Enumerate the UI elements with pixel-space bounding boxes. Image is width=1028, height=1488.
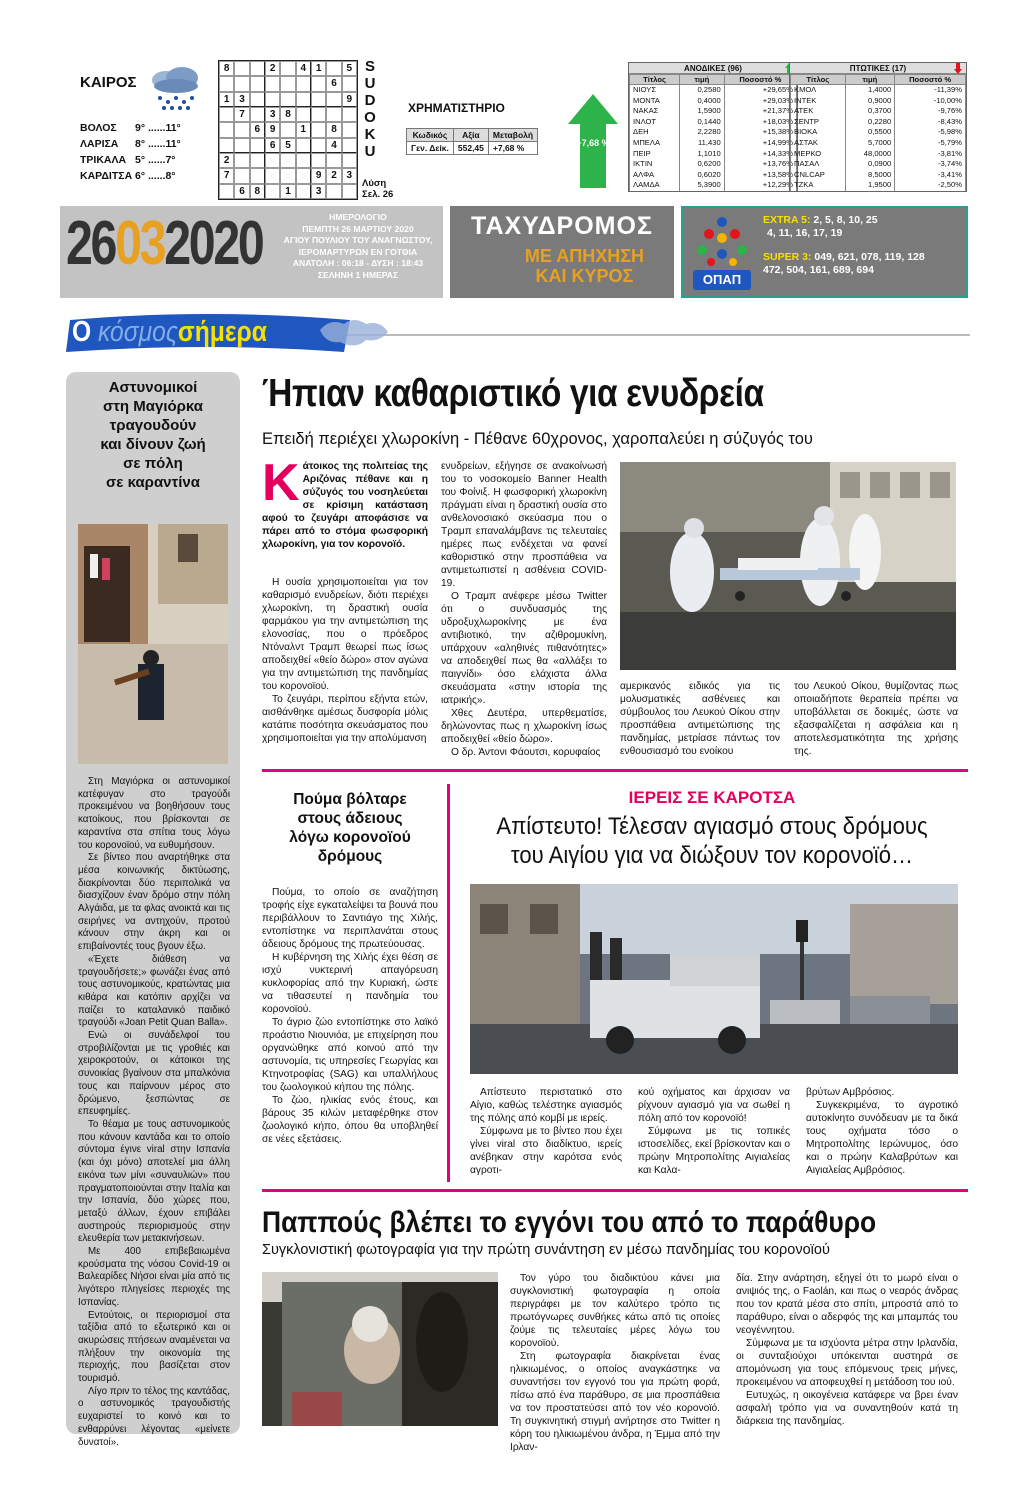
sudoku-cell [219,107,234,122]
sudoku-cell [311,92,326,107]
paragraph: Η ουσία χρησιμοποιείται για τον καθαρισμό ενυδρείων, διότι περιέχει χλωροκίνη, τη δραστική ουσία φαρμάκου για την αντιμετώπιση της ελονοσίας, που ο πρόεδρος Ντόναλντ Τραμπ θεωρεί πως ίσως αποδειχθεί «θείο δώρο» στον αγώνα για την αντιμετώπιση της πανδημίας του κορονοϊού. [262,577,428,692]
newspaper-slogan: ΜΕ ΑΠΗΧΗΣΗ ΚΑΙ ΚΥΡΟΣ [524,246,644,286]
paragraph: Στη Μαγιόρκα οι αστυνομικοί κατέφυγαν στο τραγούδι προκειμένου να βοηθήσουν τους κατοίκους, που βρίσκονται σε καραντίνα στα σπίτια τους λόγω του κορονοϊού, να ευθυμήσουν. [78,776,230,851]
market-change-label: +7,68 % [576,138,610,148]
stock-row: ΝΙΟΥΣ 0,2580 +29,65% [630,85,797,96]
aigio-kicker: ΙΕΡΕΙΣ ΣΕ ΚΑΡΟΤΣΑ [628,788,796,807]
stock-row: ΛΑΜΔΑ 5,3900 +12,29% [630,180,797,191]
sudoku-cell: 1 [311,61,326,76]
paragraph: Συγκεκριμένα, το αγροτικό αυτοκίνητο συνόδευαν με τα δικά τους οχήματα τόσο ο Μητροπολίτης Ιερώνυμος, όσο και ο πρώην Καλαβρύτων και Αιγιαλείας Αμβρόσιος. [806,1100,958,1176]
paragraph: Ενώ οι συνάδελφοί του στροβιλίζονται με τις γροθιές και χειροκροτούν, οι κάτοικοι της συνοικίας βγαίνουν στα μπαλκόνια τους και παίρνουν μέρος στο δρώμενο, ξεσπώντας σε επευφημίες. [78,1030,230,1118]
aigio-column-2 [638,1086,790,1177]
sudoku-cell [234,122,249,137]
paragraph: δία. Στην ανάρτηση, εξηγεί ότι το μωρό είναι ο ανιψιός της, ο Faolán, και πως ο νεαρός άνδρας που τον κρατά μέσα στο σπίτι, μπροστά από το παράθυρο, είναι ο αδερφός της και μπαμπάς του νεογέννητου. [736,1273,958,1336]
sudoku-cell [326,61,341,76]
sudoku-cell [280,76,295,91]
stock-row: ΠΕΙΡ 1,1010 +14,33% [630,149,797,160]
sudoku-cell [265,184,280,199]
weather-row: ΚΑΡΔΙΤΣΑ 6° ......8° [80,170,176,182]
sudoku-cell [280,122,295,137]
paragraph: βρύτων Αμβρόσιος. [806,1087,895,1098]
main-lead: Κ άτοικος της πολιτείας της Αριζόνας πέθανε και η σύζυγός του νοσηλεύεται σε κρίσιμη κατάσταση αφού το ζευγάρι αποφάσισε να πάρει από το στόμα φωσφορική χλωροκίνη, για τον κορονοϊό. [262,454,428,550]
stock-row: CNLCAP 8,5000 -3,41% [791,170,966,181]
paragraph: κού οχήματος και άρχισαν να ρίχνουν αγιασμό για να σωθεί η πόλη από τον κορονοϊό! [638,1087,790,1124]
column-divider [447,784,450,1182]
paragraph: Το άγριο ζώο εντοπίστηκε στο λαϊκό προάστιο Νιουνιόα, με επιχείρηση που οργανώθηκε από κοινού από την αστυνομία, τις υπηρεσίες Γεωργίας και Κτηνοτροφίας (SAG) και υπαλλήλους του ζωολογικού κήπου της πόλης. [262,1017,438,1093]
sudoku-cell [280,153,295,168]
sudoku-cell: 7 [219,168,234,183]
sudoku-cell [234,76,249,91]
sidebar-body [78,776,230,1449]
sudoku-cell: 8 [326,122,341,137]
sudoku-cell: 9 [311,168,326,183]
sudoku-cell: 5 [280,138,295,153]
section-divider [262,1189,968,1192]
sudoku-cell [326,153,341,168]
sudoku-cell [326,107,341,122]
sudoku-cell: 8 [280,107,295,122]
stock-index-table: Κωδικός Αξία Μεταβολή Γεν. Δείκ. 552,45 +7,68 % [406,128,538,155]
ambulance-stretcher-photo [620,462,956,670]
main-headline: Ήπιαν καθαριστικό για ενυδρεία [262,372,764,415]
sudoku-cell [342,184,357,199]
newspaper-name: ΤΑΧΥΔΡΟΜΟΣ [471,212,653,240]
sudoku-cell [342,153,357,168]
sudoku-title-letter: O [364,109,376,126]
paragraph: Σε βίντεο που αναρτήθηκε στα μέσα κοινωνικής δικτύωσης, διακρίνονται δύο περιπολικά να διασχίζουν έναν δρόμο στην πόλη Αλγάιδα, με τα φλας ανοικτά και τις σειρήνες να αντηχούν, προτού κάνουν στην άκρη και οι επιβαίνοντές τους βγουν έξω. [78,852,230,953]
sudoku-cell: 6 [250,122,265,137]
paragraph: Στη φωτογραφία διακρίνεται ένας ηλικιωμένος, ο οποίος αναγκάστηκε να συναντήσει τον εγγονό του για πρώτη φορά, πίσω από ένα παράθυρο, σε μια προσπάθεια να τον προστατεύσει από τον νέο κορονοϊό. Τη συγκινητική στιγμή ανήρτησε στο Twitter η κόρη του ηλικιωμένου άνδρα, η Έμμα από την Ιρλαν- [510,1351,720,1453]
grandpa-headline: Παππούς βλέπει το εγγόνι του από το παράθυρο [262,1206,877,1239]
paragraph: Χθες Δευτέρα, υπερθεματίσε, δηλώνοντας πως η χλωροκίνη ίσως αποδειχθεί «θείο δώρο». [441,708,607,745]
sudoku-title-letter: D [364,92,376,109]
sudoku-cell [250,107,265,122]
losers-title: ΠΤΩΤΙΚΕΣ (17) [849,64,907,73]
main-column-3 [620,680,780,758]
stock-row: ΑΛΦΑ 0,6020 +13,58% [630,170,797,181]
sudoku-cell [219,122,234,137]
paragraph: Το ζευγάρι, περίπου εξήντα ετών, αισθάνθηκε αμέσως δυσφορία μόλις κατάπιε ποσότητα σκευάσματος που χρησιμοποιείται για την απολύμανση [262,694,428,744]
stock-row: ΒΙΟΚΑ 0,5500 -5,98% [791,127,966,138]
weather-title: ΚΑΙΡΟΣ [80,74,137,91]
sudoku-cell [342,107,357,122]
paragraph: Σύμφωνα με τα ισχύοντα μέτρα στην Ιρλανδία, οι συνταξιούχοι υπόκεινται αυστηρά σε απομόνωση για τους επόμενους τρεις μήνες, προκειμένου να αποφευχθεί η μετάδοση του ιού. [736,1338,958,1388]
sudoku-cell: 5 [342,61,357,76]
date-display: 26032020 [66,209,263,278]
sudoku-cell [234,61,249,76]
paragraph: Σύμφωνα με το βίντεο που έχει γίνει viral στο διαδίκτυο, ιερείς ανέβηκαν στην καρότσα ενός αγροτι- [470,1126,622,1176]
sudoku-cell [296,107,311,122]
main-subheadline: Επειδή περιέχει χλωροκίνη - Πέθανε 60χρονος, χαροπαλεύει η σύζυγός του [262,430,813,448]
date-band [60,206,443,298]
grandpa-subheadline: Συγκλονιστική φωτογραφία για την πρώτη συνάντηση εν μέσω πανδημίας του κορονοϊού [262,1242,830,1258]
opap-logo: ΟΠΑΠ [691,214,753,292]
sudoku-cell [342,122,357,137]
sudoku-cell: 6 [234,184,249,199]
drop-cap: Κ [262,454,300,512]
paragraph: Τον γύρο του διαδικτύου κάνει μια συγκλονιστική φωτογραφία η οποία περιγράφει με τον καλύτερο τρόπο τις πρωτόγνωρες συνθήκες κάτω από τις οποίες ζούμε τις τελευταίες μέρες λόγω του κορονοϊού. [510,1273,720,1349]
grandpa-window-photo [262,1272,498,1426]
paragraph: Το ζώο, ηλικίας ενός έτους, και βάρους 35 κιλών μεταφέρθηκε στον ζωολογικό κήπο, όπου θα υποβληθεί σε νέες εξετάσεις. [262,1095,438,1145]
lottery-results: ΟΠΑΠ EXTRA 5: 2, 5, 8, 10, 25 4, 11, 16, 17, 19 SUPER 3: 049, 621, 078, 119, 128 472, 504, 161, 689, 694 [681,206,968,298]
section-title: Ο κόσμοςσήμερα [72,316,267,348]
sudoku-cell [234,153,249,168]
sudoku-cell: 1 [280,184,295,199]
sudoku-cell [311,153,326,168]
sudoku-cell [342,138,357,153]
police-singing-photo [78,524,228,764]
market-up-arrow-icon [568,94,618,188]
sudoku-cell: 9 [265,122,280,137]
sudoku-cell: 2 [219,153,234,168]
stock-title: ΧΡΗΜΑΤΙΣΤΗΡΙΟ [408,101,505,115]
sudoku-cell [265,76,280,91]
stock-row: ΙΝΤΕΚ 0,9000 -10,00% [791,96,966,107]
sudoku-cell [296,92,311,107]
paragraph: Ευτυχώς, η οικογένεια κατάφερε να βρει έναν ασφαλή τρόπο για να συναντηθούν κατά τη διάρκεια της πανδημίας. [736,1390,958,1427]
sudoku-cell [234,138,249,153]
weather-row: ΛΑΡΙΣΑ 8° ......11° [80,138,181,150]
section-banner [60,312,968,356]
aigio-headline: Απίστευτο! Τέλεσαν αγιασμό στους δρόμους του Αιγίου για να διώξουν τον κορονοϊό… [496,813,928,869]
sudoku-cell: 9 [342,92,357,107]
stock-row: ΠΑΣΑΛ 0,0900 -3,74% [791,159,966,170]
sudoku-cell [265,153,280,168]
sudoku-cell [219,138,234,153]
sudoku-cell [250,153,265,168]
down-arrow-icon [954,63,962,74]
sudoku-cell: 6 [265,138,280,153]
paragraph: Σύμφωνα με τις τοπικές ιστοσελίδες, εκεί βρίσκονταν και ο πρώην Μητροπολίτης Αιγιαλείας και Καλα- [638,1126,790,1176]
stock-row: ΚΜΟΛ 1,4000 -11,39% [791,85,966,96]
rain-cloud-icon [146,66,206,112]
sudoku-cell [326,92,341,107]
sudoku-cell [250,168,265,183]
aigio-column-3 [806,1086,958,1177]
sudoku-cell: 3 [311,184,326,199]
paragraph: Λίγο πριν το τέλος της καντάδας, ο αστυνομικός τραγουδιστής ευχαριστεί το κοινό και το ενθαρρύνει λέγοντας «μείνετε δυνατοί». [78,1385,230,1448]
sudoku-cell [311,76,326,91]
stock-row: ΜΠΕΛΑ 11,430 +14,99% [630,138,797,149]
calendar-info: ΗΜΕΡΟΛΟΓΙΟ ΠΕΜΠΤΗ 26 ΜΑΡΤΙΟΥ 2020 ΑΓΙΟΥ ΠΟΥΛΙΟΥ ΤΟΥ ΑΝΑΓΝΩΣΤΟΥ, ΙΕΡΟΜΑΡΤΥΡΩΝ ΕΝ ΓΟΤΘΙΑ ΑΝΑΤΟΛΗ : 06:18 - ΔΥΣΗ : 18:43 ΣΕΛΗΝΗ 1 ΗΜΕΡΑΣ [283,212,433,280]
sudoku-cell [265,92,280,107]
sudoku-cell: 2 [326,168,341,183]
stock-row: ΣΕΝΤΡ 0,2280 -8,43% [791,117,966,128]
sudoku-cell [250,61,265,76]
sudoku-cell: 3 [234,92,249,107]
aigio-column-1 [470,1086,622,1177]
stock-row: ΙΝΛΟΤ 0,1440 +18,03% [630,117,797,128]
sidebar-article [66,372,240,1448]
sudoku-cell [296,153,311,168]
sudoku-title-letter: U [364,75,376,92]
sudoku-cell: 8 [250,184,265,199]
stock-row: ΤΖΚΑ 1,9500 -2,50% [791,180,966,191]
sudoku-cell [234,168,249,183]
paragraph: Ο δρ. Άντονι Φάουτσι, κορυφαίος [451,747,601,758]
paragraph: Το θέαμα με τους αστυνομικούς που κάνουν καντάδα και το οποίο σύντομα έγινε viral στην Ισπανία (και όχι μόνο) αποτελεί μια άλλη εικόνα των μίνι «συναυλιών» που πραγματοποιούνται στην Ιταλία και την Ισπανία, δύο χώρες που, μεταξύ άλλων, έχουν επιβάλει αυστηρούς περιορισμούς στην ελευθερία των μετακινήσεων. [78,1118,230,1245]
weather-row: ΒΟΛΟΣ 9° ......11° [80,122,181,134]
gainers-title: ΑΝΟΔΙΚΕΣ (96) [684,64,742,73]
sudoku-cell [326,184,341,199]
sidebar-title: Αστυνομικοί στη Μαγιόρκα τραγουδούν και δίνουν ζωή σε πόλη σε καραντίνα [100,379,206,491]
priests-truck-photo [470,884,958,1074]
sudoku-cell: 3 [342,168,357,183]
weather-box [58,58,212,206]
paragraph: ενυδρείων, εξήγησε σε ανακοίνωσή του το νοσοκομείο Banner Health του Φοίνιξ. Η φωσφορική χλωροκίνη πράγματι είναι η δραστική ουσία στο ανθελονοσιακό σκεύασμα που ο Τραμπ επαναλάμβανε τις τελευταίες ημέρες πως ενδέχεται να φανεί καθοριστικό στην προσπάθεια να αντιμετωπιστεί η ασθένεια COVID-19. [441,461,607,589]
world-map-icon [310,312,400,356]
stock-row: ΙΚΤΙΝ 0,6200 +13,76% [630,159,797,170]
sudoku-cell [280,168,295,183]
stock-row: ΜΕΡΚΟ 48,0000 -3,81% [791,149,966,160]
sudoku-title-letter: K [364,126,376,143]
stock-row: ΑΤΕΚ 0,3700 -9,76% [791,106,966,117]
sudoku-title-letter: S [364,58,375,75]
sudoku-cell [219,76,234,91]
puma-body [262,886,438,1146]
main-column-1 [262,576,428,745]
stock-row: ΑΣΤΑΚ 5,7000 -5,79% [791,138,966,149]
stock-row: ΜΟΝΤΑ 0,4000 +29,03% [630,96,797,107]
sudoku-cell [296,168,311,183]
sudoku-cell [250,138,265,153]
sudoku-cell: 7 [234,107,249,122]
paragraph: «Έχετε διάθεση να τραγουδήσετε;» φωνάζει ένας από τους αστυνομικούς, κρατώντας μια κιθάρα και κατόπιν αρχίζει να παίζει το καταλανικό παιδικό τραγούδι «Joan Petit Quan Balla». [78,953,230,1029]
main-column-2 [441,460,607,759]
sudoku-cell: 8 [219,61,234,76]
sudoku-cell [311,122,326,137]
sudoku-cell: 4 [296,61,311,76]
section-divider [262,769,968,772]
paragraph: Απίστευτο περιστατικό στο Αίγιο, καθώς τελέστηκε αγιασμός της πόλης από κομβί με ιερείς. [470,1087,622,1124]
sudoku-cell [265,168,280,183]
losers-table: ΠΤΩΤΙΚΕΣ (17) Τίτλος τιμή Ποσοστό % ΚΜΟΛ 1,4000 -11,39% ΙΝΤΕΚ 0,9000 -10,00% ΑΤΕΚ 0,3700 -9,76% ΣΕΝΤΡ 0,2280 -8,43% ΒΙΟΚΑ 0,5500 -5,98% ΑΣΤΑΚ 5,7000 -5,79% ΜΕΡΚΟ 48,0000 -3,81% ΠΑΣΑΛ 0,0900 -3,74% CNLCAP 8,5000 -3,41% ΤΖΚΑ 1,9500 -2,50% [789,62,967,192]
sudoku-cell: 2 [265,61,280,76]
sudoku-grid [218,60,358,200]
sudoku-cell [296,76,311,91]
sudoku-cell [280,92,295,107]
sudoku-cell [280,61,295,76]
gainers-table: ΑΝΟΔΙΚΕΣ (96) Τίτλος τιμή Ποσοστό % ΝΙΟΥΣ 0,2580 +29,65% ΜΟΝΤΑ 0,4000 +29,03% ΝΑΚΑΣ 1,5900 +21,37% ΙΝΛΟΤ 0,1440 +18,03% ΔΕΗ 2,2280 +15,38% ΜΠΕΛΑ 11,430 +14,99% ΠΕΙΡ 1,1010 +14,33% ΙΚΤΙΝ 0,6200 +13,76% ΑΛΦΑ 0,6020 +13,58% ΛΑΜΔΑ 5,3900 +12,29% [628,62,798,192]
stock-row: ΔΕΗ 2,2280 +15,38% [630,127,797,138]
sudoku-cell: 1 [219,92,234,107]
sudoku-title-letter: U [364,143,376,160]
paragraph: Πούμα, το οποίο σε αναζήτηση τροφής είχε εγκαταλείψει τα βουνά που περιβάλλουν το Σαντιάγο της Χιλής, εντοπίστηκε να περιπλανάται στους άδειους δρόμους της πρωτεύουσας. [262,887,438,950]
stock-row: ΝΑΚΑΣ 1,5900 +21,37% [630,106,797,117]
newspaper-slogan-band [450,206,674,298]
grandpa-column-2 [736,1272,958,1428]
weather-row: ΤΡΙΚΑΛΑ 5° ......7° [80,154,176,166]
sudoku-cell [296,184,311,199]
sudoku-cell [296,138,311,153]
sudoku-cell [250,92,265,107]
sudoku-title [362,58,378,160]
sudoku-cell [311,138,326,153]
paragraph: Με 400 επιβεβαιωμένα κρούσματα της νόσου Covid-19 οι Βαλεαρίδες Νήσοι είναι μία από τις λιγότερο πληγείσες περιοχές της Ισπανίας. [78,1246,230,1308]
paragraph: αμερικανός ειδικός για τις μολυσματικές ασθένειες και σύμβουλος του Λευκού Οίκου στην προσπάθεια αντιμετώπισης της πανδημίας, μετρίασε πάντως τον ενθουσιασμό του ενοίκου [620,681,780,757]
paragraph: Ο Τραμπ ανέφερε μέσω Twitter ότι ο συνδυασμός της υδροξυχλωροκίνης με ένα αντιβιοτικό, την αζιθρομυκίνη, υπάρχουν «αληθινές πιθανότητες» να αποδειχθεί πως θα «αλλάξει το παιγνίδι» όσο ελάχιστα άλλα σκευάσματα «στην ιστορία της ιατρικής». [441,591,607,706]
sudoku-cell [219,184,234,199]
sudoku-cell: 3 [265,107,280,122]
sudoku-cell [342,76,357,91]
main-column-4 [794,680,958,758]
sudoku-cell: 1 [296,122,311,137]
paragraph: Εντούτοις, οι περιορισμοί στα ταξίδια από το εξωτερικό και οι ακυρώσεις πτήσεων αναμένεται να πλήξουν την οικονομία της περιοχής, που βασίζεται στον τουρισμό. [78,1309,230,1385]
puma-headline: Πούμα βόλταρε στους άδειους λόγω κορονοϊού δρόμους [289,791,411,865]
paragraph: του Λευκού Οίκου, θυμίζοντας πως οποιαδήποτε θεραπεία πρέπει να υποβάλλεται σε δοκιμές, ώστε να εξασφαλίζεται η ασφάλεια και η αποτελεσματικότητα της χρήσης της. [794,681,958,757]
sudoku-cell: 6 [326,76,341,91]
sudoku-cell: 4 [326,138,341,153]
sudoku-cell [250,76,265,91]
paragraph: Η κυβέρνηση της Χιλής έχει θέση σε ισχύ νυκτερινή απαγόρευση κυκλοφορίας από την Κυριακή, ώστε να τιθασευτεί η πανδημία του κορονοϊού. [262,952,438,1015]
sudoku-cell [311,107,326,122]
sudoku-solution-ref: Λύση Σελ. 26 [362,178,394,200]
grandpa-column-1 [510,1272,720,1454]
